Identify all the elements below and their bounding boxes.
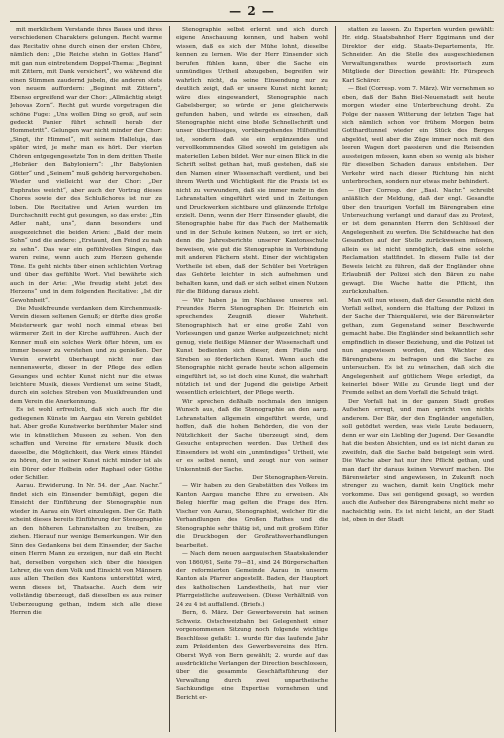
article-paragraph: statten zu lassen. Zu Experten wurden gewählt: Hr. eidg. Staatsbahnhof Herr Eggimann und der Direktor der eidg. Staats-Departements, Hr. Schneider. An die Stelle des ausgeschiedenen Verwaltungsrathes wurde provisorisch zum Mitgliede der Direction gewählt: Hr. Fürsprech Karl Schärer.: [342, 27, 494, 84]
page-number: — 2 —: [229, 4, 275, 18]
article-signature: Der Stenographen-Verein.: [252, 475, 328, 482]
article-paragraph: — Wir haben ja im Nachlasse unseres sel. Freundes Herrn Stenographen Dr. Heinrich ein sprechendes Zeugniß dieser Wahrheit. Stenographisch hat er eine große Zahl von Vorlesungen und ganze Werke aufgezeichnet; nicht genug, viele fleißige Männer der Wissenschaft und Kunst bedienten sich dieser, dem Fleiße und Streben so förderlichen Kunst. Wenn auch die Stenographie nicht gerade heute schon allgemein eingeführt ist, so ist doch eine Kunst, die wahrhaft nützlich ist und der Jugend die geistige Arbeit wesentlich erleichtert, der Pflege werth.: [176, 297, 328, 397]
article-paragraph: Es ist wohl erfreulich, daß sich auch für die gediegenen Künste im Aargau ein Verein gebildet hat. Aber große Kunstwerke berühmter Maler sind wie in künstlichen Museen zu sehen. Von den schaffen und Vereine für ernstere Musik doch dasselbe, die Möglichkeit, das Werk eines Händel zu hören, der in seiner Kunst nicht minder ist als ein Dürer oder Holbein oder Raphael oder Göthe oder Schiller.: [10, 407, 162, 482]
article-paragraph: — Wir haben zu den Grabstätten des Volkes im Kanton Aargau manche Ehre zu erweisen. Als Beleg hierfür mag gelten die Frage des Hrn. Vischer von Aarau, Stenographist, welcher für die Verhandlungen des Großen Rathes und die Stenographie sehr thätig ist, und mit großem Eifer die Druckbogen der Großrathsverhandlungen bearbeitet.: [176, 483, 328, 549]
column-2: [176, 26, 328, 734]
article-paragraph: Bern, 6. März. Der Gewerbsverein hat seinen Schweiz. Ostschweizbahn bei Gelegenheit einer vorgenommenen Sitzung noch folgende wichtige Beschlüsse gefaßt: 1. wurde für das laufende Jahr zum Präsidenten des Gewerbsvereins des Hrn. Oberst Wyß von Bern gewählt; 2. wurde auf das ausdrückliche Verlangen der Direction beschlossen, über die gesammte Geschäftsführung der Verwaltung durch zwei unpartheiische Sachkundige eine Expertise vornehmen und Bericht er-: [176, 610, 328, 701]
article-paragraph: Stenographie selbst erlernt und sich durch eigene Anschauung kennen, und haben wohl wissen, daß es sich der Mühe lohnt, dieselbe kennen zu lernen. Wie der Herr Einsender sich berufen fühlen kann, über die Sache ein unmündiges Urtheil abzugeben, begreifen wir wahrlich nicht, da seine Einsendung nur zu deutlich zeigt, daß er unsere Kunst nicht kennt; wäre dies eingewandert, Stenographie nach Gabelsberger, so würde er jene gleicherweis gefunden haben, und würde es einsehen, daß Stenographie nicht eine bloße Schnellschrift und unser überflüssiges, vorübergehendes Hilfsmittel ist, sondern daß sie ein ergänzendes und vervollkommnendes Glied sowohl im geistigen als materiellen Leben bildet. Wer nur einen Blick in die Schrift selbst gethan hat, muß gestehen, daß sie den Namen einer Wissenschaft verdient, und bei ihrem Werth und Wichtigkeit für die Praxis ist es nicht zu verwundern, daß sie immer mehr in den Lehranstalten eingeführt wird und in Zeitungen und Druckwerken sichtbare und glänzende Erfolge erzielt. Denn, wenn der Herr Einsender glaubt, die Stenographie habe für das Fach der Mathematik und in der Schule keinen Nutzen, so irrt er sich, denn die Jahresberichte unserer Kantonsschule beweisen, wie gut die Stenographie in Verbindung mit anderen Fächern steht. Einer der wichtigsten Vortheile ist eben, daß der Schüler bei Vorträgen das Gehörte leichter in sich aufnehmen und behalten kann, und daß er sich selbst einen Nutzen für die Bildung daraus zieht.: [176, 27, 328, 296]
article-paragraph: — (Der Corresp. der „Basl. Nachr.“ schreibt anläßlich der Meldung, daß der engl. Gesandte über den traurigen Vorfall im Bärengraben eine Untersuchung verlangt und darauf das zu Protest, er ist dem genannten Herrn den Schlüssel der Angelegenheit zu werfen. Die Schildwache hat den Gesandten auf der Stelle zurückweisen müssen, allein es ist nicht unmöglich, daß eine solche Reclamation stattfindet. In diesem Falle ist der Beweis leicht zu führen, daß der Engländer ohne Erlaubniß der Polizei sich den Bären zu nahe gewagt. Die Wache hatte die Pflicht, ihn zurückzuhalten.: [342, 187, 494, 296]
column-1: [10, 26, 162, 734]
column-divider: [335, 26, 336, 732]
column-3: [342, 26, 494, 734]
article-paragraph: Aarau. Erwiderung. In Nr. 54. der „Aar. Nachr.“ findet sich ein Einsender bemüßigt, gegen die Einsicht der Einführung der Stenographie nun wieder in Aarau ein Wort einzulegen. Der Gr. Rath scheint dieses bereits Einführung der Stenographie an den höheren Lehranstalten zu treiben, zu ziehen. Hierauf nur wenige Bemerkungen. Wir den Sinn des Gedankens bei dem Einsender, der Sache einen Herrn Mann zu erzeigen, nur daß ein Recht hat, derselben vorgehen sich über die hiesigen Lehrer, die von dem Volk und Einsicht von Männern aus allen Theilen des Kantons unterstützt wird, wenn dieses ist, Thatsache. Auch dem wir vollständig überzeugt, daß dieselben es aus reiner Ueberzeugung gethan, indem sich alle diese Herren die: [10, 483, 162, 617]
article-paragraph: Die Musikfreunde verdanken dem Kirchenmusik-Verein diesen seltenen Genuß; er dürfte dies große Meisterwerk gar wohl noch einmal etwas bei wärmerer Zeit in der Kirche aufführen. Auch der Kenner muß ein solches Werk öfter hören, um es immer besser zu verstehen und zu genießen. Der Verein erwirbt überhaupt nicht nur das nennenswerte, dieser in der Pflege des edlen Gesanges und echter Kunst nicht nur die etwas leichtere Musik, dieses Verdienst um seine Stadt, durch ein solches Streben von Musikfreunden und dem Verein die Anerkennung.: [10, 305, 162, 405]
article-paragraph: Der Vorfall hat in der ganzen Stadt großes Aufsehen erregt, und man spricht von nichts anderem. Der Bär, der den Engländer angefallen, soll getödtet werden, was viele Leute bedauern, denn er war ein Liebling der Jugend. Der Gesandte hat die besten Absichten, und es ist nicht daran zu zweifeln, daß die Sache bald beigelegt sein wird. Die Wache aber hat nur ihre Pflicht gethan, und man darf ihr daraus keinen Vorwurf machen. Die Bärenwärter sind angewiesen, in Zukunft noch strenger zu wachen, damit kein Unglück mehr vorkomme. Das sei genügend gesagt, so werden auch die Aufseher des Bärengrabens nicht mehr so nachsichtig sein. Es ist nicht leicht, an der Stadt ist, oben in der Stadt: [342, 398, 494, 524]
article-paragraph: Man will nun wissen, daß der Gesandte nicht den Vorfall selbst, sondern die Haltung der Polizei in der Sache der Thierquälerei, wie der Bärenwärter gethan, zum Gegenstand seiner Beschwerde gemacht habe. Die Engländer sind bekanntlich sehr empfindlich in dieser Beziehung, und die Polizei ist nun angewiesen worden, den Wächter des Bärengrabens zu befragen und die Sache zu untersuchen. Es ist zu wünschen, daß sich die Angelegenheit auf gütlichem Wege erledigt, da keinerlei böser Wille zu Grunde liegt und der Fremde selbst an dem Vorfall die Schuld trägt.: [342, 297, 494, 397]
article-paragraph: — Nach dem neuen aargauischen Staatskalender von 1860/61, Seite 79—81, sind 24 Bürgerschaften der reformierten Gemeinde Aarau in unserm Kanton als Pfarrer angestellt. Baden, der Hauptort des katholischen Landestheils, hat nur vier Pfarrgeistliche aufzuweisen. (Diese Verhältniß von 24 zu 4 ist auffallend. (Briefs.): [176, 551, 328, 608]
header-rule: [10, 21, 494, 22]
article-paragraph: mit merklichem Verstande ihres Baues und ihres verschiedenen Charakters gelungen. Recht warme das Recitativ ohne durch einen der ersten Chöre, nämlich den: „Die Reiche stehn in Gottes Hand“ mit gan nun eintretendem Doppel-Thema: „Beginnt mit Zittern, mit Dank versichert“, wo während die einen Stimmen zaudernd jubeln, die anderen stets von neuem auffordern: „Beginnt mit Zittern“, Ebenso ergreifend war der Chor: „Allmächtig steigt Jehovas Zorn“. Recht gut wurde vorgetragen die schöne Fuge: „Uns wollen Ding so groß, auf sein gedeckt Panier führt schnell herab der Hommetritt“. Gelungen war nicht minder der Chor: „Singt, ihr Himmel“, mit seinem Halleluja, das später wird, je mehr man es hört. Der vierten Chören entgegengesetzte Ton in dem dritten Theile „Hebräer den Babyloniern“: „Ihr Babylonien Götter“ und „Seinem“ muß gehörig hervorgehoben. Wieder und vielleicht war der Chor: „Der Euphrates weicht“, aber auch der Vortrag dieses Chores sowie der des Schlußchores ist nur zu loben. Die Recitative und Arien wurden im Durchschnitt recht gut gesungen, so das erste: „Ein Adler naht, uns“, dann besonders und ausgezeichnet die beiden Arien: „Bald der mein Sohn“ und die andere: „Erstaunt, den Feind zu nah zu sehn“. Das war ein gefühlvolles Singen, das waren reine, wenn auch zum Herzen gehende Töne. Es geht nichts über einen schlichten Vortrag und über das gefühlte Wort. Viel bewährte sich auch in der Arie: „Wie freudig steht jetzt des Herzens“ und in dem folgenden Recitative: „Ist dir Gewohnheit“.: [10, 27, 162, 304]
article-paragraph: Wir sprechen deßhalb nochmals den innigen Wunsch aus, daß die Stenographie an den aarg. Lehranstalten allgemein eingeführt werde, und hoffen, daß die hohen Behörden, die von der Nützlichkeit der Sache überzeugt sind, dem Gesuche entsprechen werden. Das Urtheil des Einsenders ist wohl ein „unmündiges“ Urtheil, wie er es selbst nennt, und zeugt nur von seiner Unkenntniß der Sache.: [176, 398, 328, 473]
column-divider: [169, 26, 170, 732]
article-paragraph: — Biel (Corresp. vom 7. März). Wir vernehmen so eben, daß der Bahn Biel-Neuenstadt seit heute morgen wieder eine Unterbrechung droht. Zu Folge der nassen Witterung der letzten Tage hat sich nämlich schon vor frühem Morgen beim Gotthardtunnel wieder ein Stück des Berges abgelöst, weil aber die Züge immer noch mit den leeren Wagen dort passieren und die Reisenden aussteigen müssen, kann eben so wenig als bisher für dieselben Schaden daraus entstehen. Der Verkehr wird nach dieser Richtung hin nicht unterbrochen, sondern nur etwas mehr behindert.: [342, 86, 494, 186]
